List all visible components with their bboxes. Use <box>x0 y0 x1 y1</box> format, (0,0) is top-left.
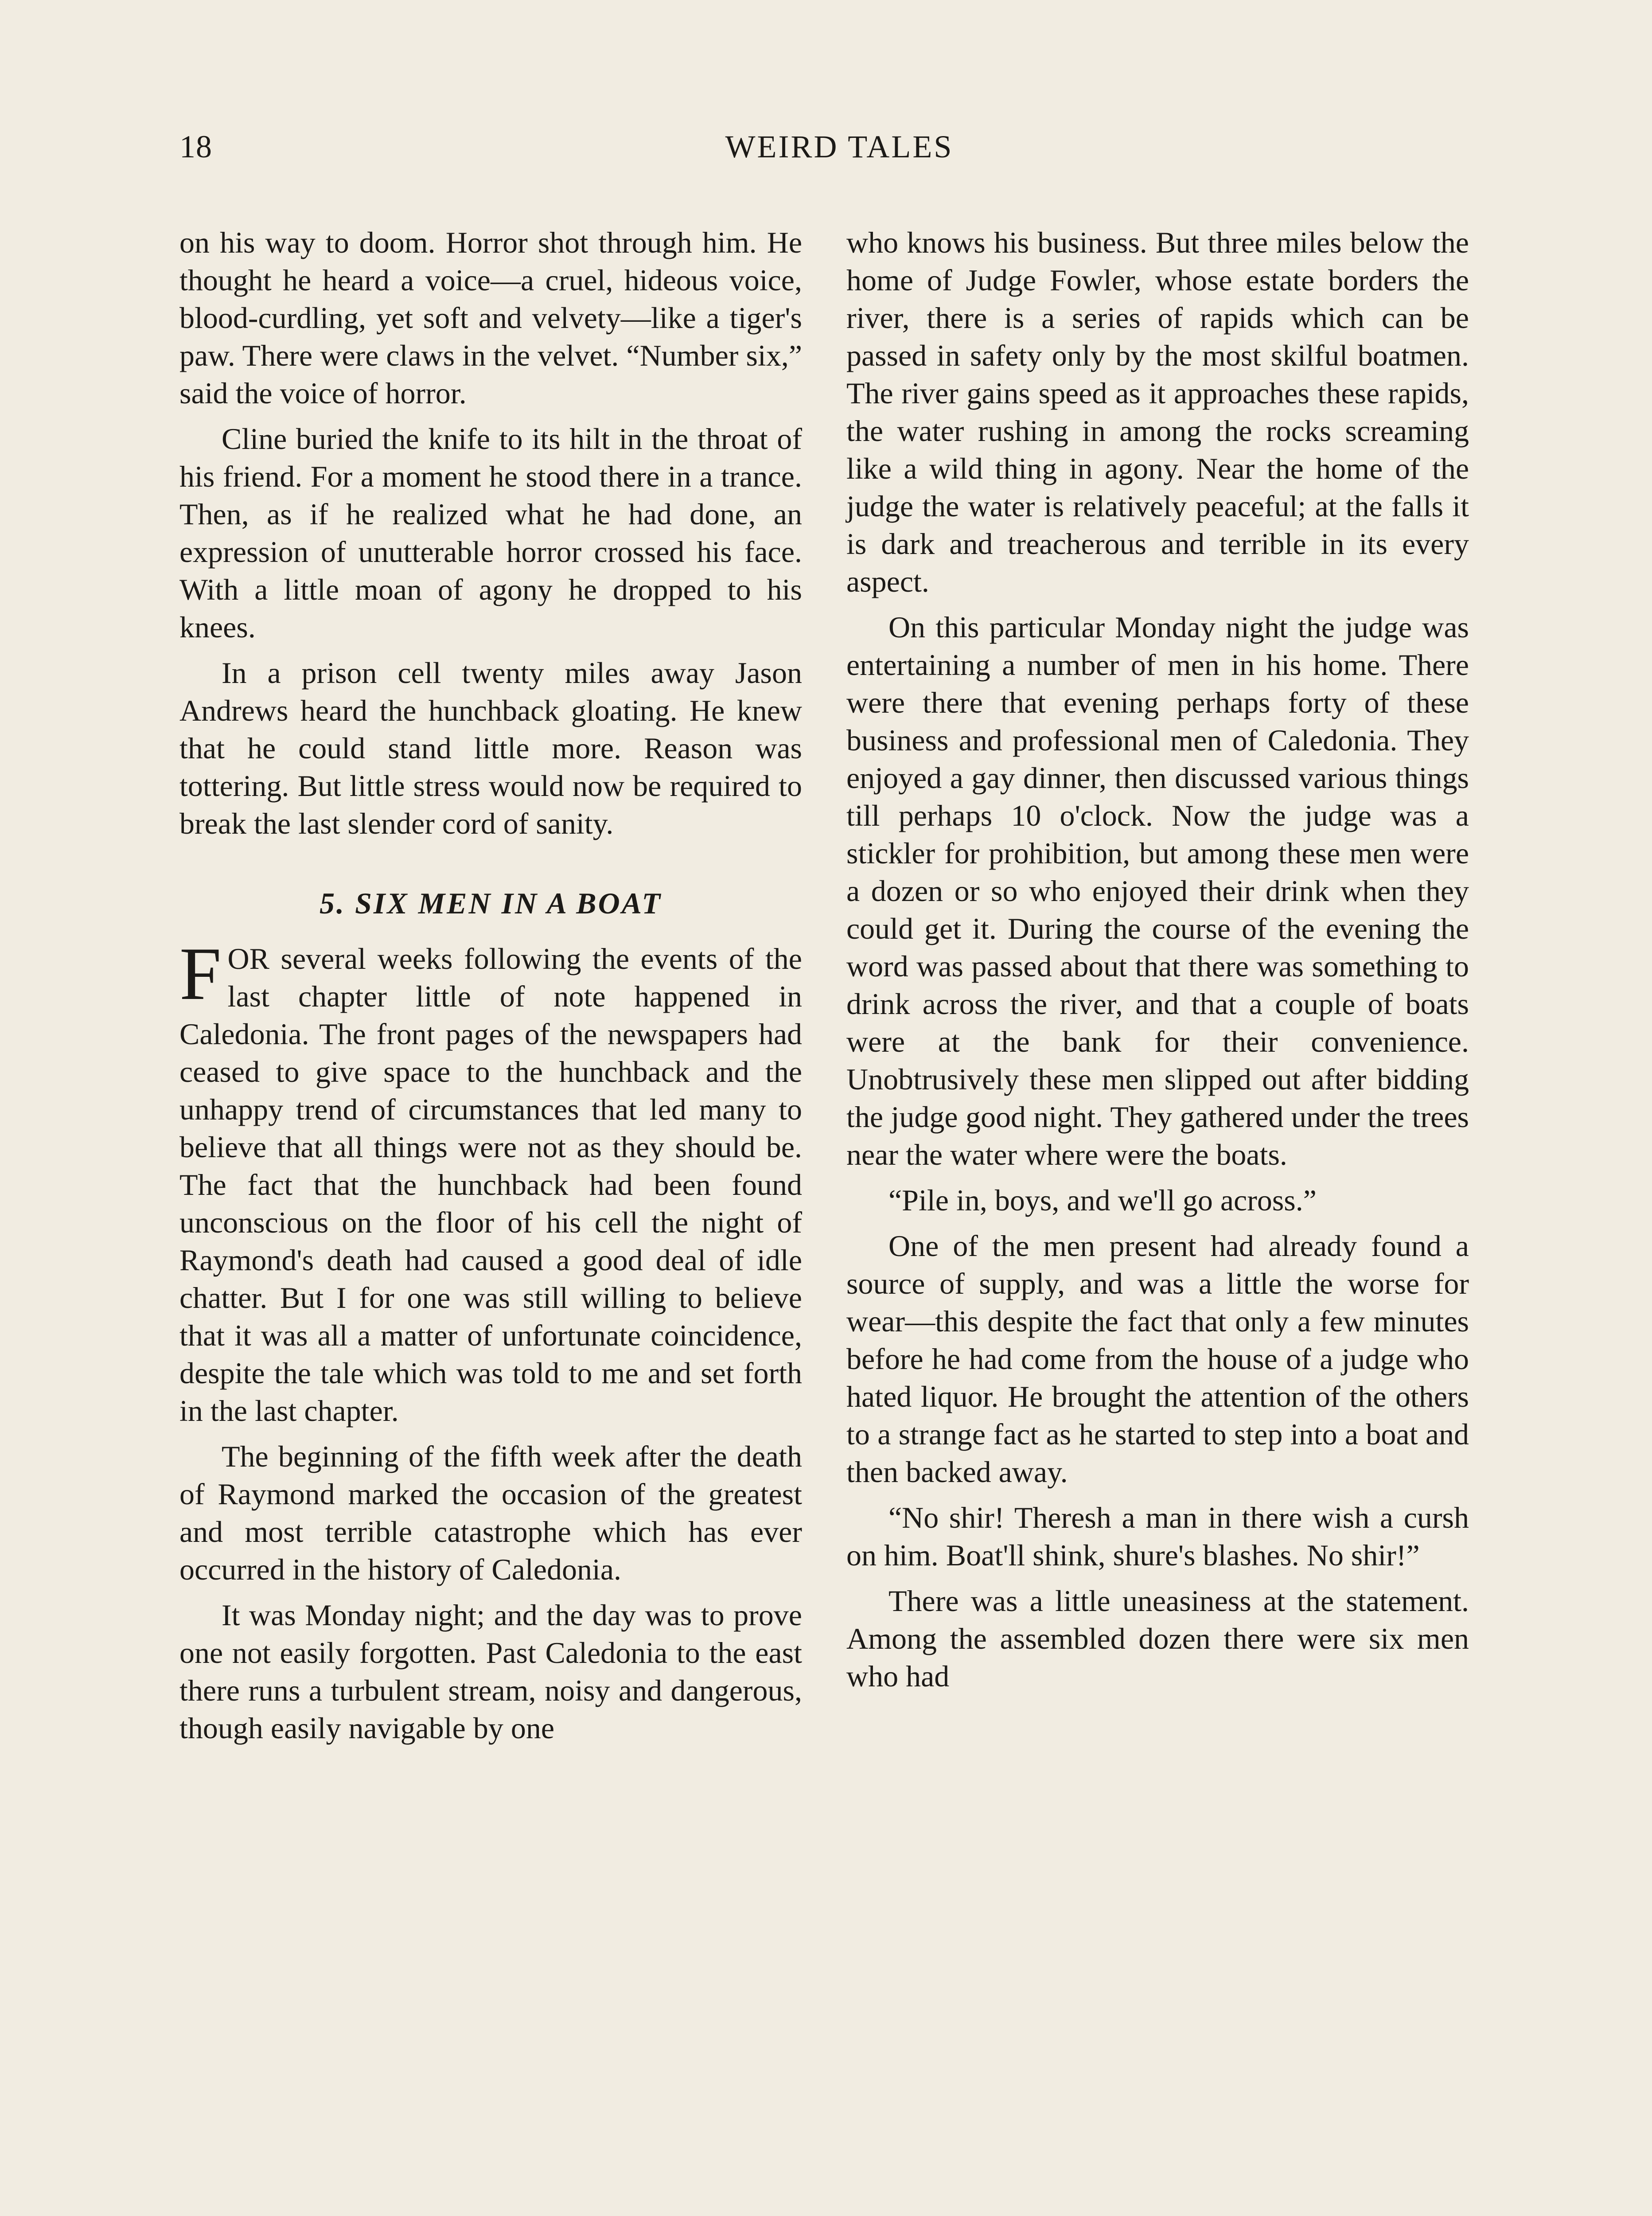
paragraph: who knows his business. But three miles below the home of Judge Fowler, whose estate borders the river, there is a series of rapids which can be passed in safety only by the most skilful boatmen. The river gains speed as it approaches these rapids, the water rushing in among the rocks screaming like a wild thing in agony. Near the home of the judge the water is relatively peaceful; at the falls it is dark and treacherous and terrible in its every aspect. <box>846 226 1469 598</box>
page-number: 18 <box>179 129 212 164</box>
opening-paragraph-text: OR several weeks following the events of the last chapter little of note happened in Caledonia. The front pages of the newspapers had ceased to give space to the hunchback and the unhappy trend of circumstances that led many to believe that all things were not as they should be. The fact that the hunchback had been found unconscious on the floor of his cell the night of Raymond's death had caused a good deal of idle chatter. But I for one was still willing to believe that it was all a matter of unfortunate coincidence, despite the tale which was told to me and set forth in the last chapter. <box>179 942 802 1428</box>
paragraph: There was a little uneasiness at the statement. Among the assembled dozen there were six men who had <box>846 1584 1469 1693</box>
paragraph: In a prison cell twenty miles away Jason Andrews heard the hunchback gloating. He knew that he could stand little more. Reason was tottering. But little stress would now be required to break the last slender cord of sanity. <box>179 656 802 840</box>
section-heading: 5. SIX MEN IN A BOAT <box>319 886 662 920</box>
left-column <box>179 224 802 1755</box>
running-head: WEIRD TALES <box>725 129 954 164</box>
opening-paragraph <box>179 932 802 1430</box>
paragraph: “Pile in, boys, and we'll go across.” <box>888 1183 1317 1217</box>
paragraph: On this particular Monday night the judge was entertaining a number of men in his home. There were there that evening perhaps forty of these business and professional men of Caledonia. They enjoyed a gay dinner, then discussed various things till perhaps 10 o'clock. Now the judge was a stickler for prohibition, but among these men were a dozen or so who enjoyed their drink when they could get it. During the course of the evening the word was passed about that there was something to drink across the river, and that a couple of boats were at the bank for their convenience. Unobtrusively these men slipped out after bidding the judge good night. They gathered under the trees near the water where were the boats. <box>846 610 1469 1171</box>
paragraph: “No shir! Theresh a man in there wish a cursh on him. Boat'll shink, shure's blashes. No shir!” <box>846 1501 1469 1572</box>
drop-cap: F <box>179 932 222 1015</box>
paragraph: One of the men present had already found a source of supply, and was a little the worse for wear—this despite the fact that only a few minutes before he had come from the house of a judge who hated liquor. He brought the attention of the others to a strange fact as he started to step into a boat and then backed away. <box>846 1229 1469 1489</box>
right-column <box>846 224 1469 1703</box>
paragraph: It was Monday night; and the day was to prove one not easily forgotten. Past Caledonia to the east there runs a turbulent stream, noisy and dangerous, though easily navigable by one <box>179 1598 802 1745</box>
paragraph: The beginning of the fifth week after the death of Raymond marked the occasion of the greatest and most terrible catastrophe which has ever occurred in the history of Caledonia. <box>179 1440 802 1586</box>
paragraph: on his way to doom. Horror shot through him. He thought he heard a voice—a cruel, hideous voice, blood-curdling, yet soft and velvety—like a tiger's paw. There were claws in the velvet. “Number six,” said the voice of horror. <box>179 226 802 410</box>
paragraph: Cline buried the knife to its hilt in the throat of his friend. For a moment he stood there in a trance. Then, as if he realized what he had done, an expression of unutterable horror crossed his face. With a little moan of agony he dropped to his knees. <box>179 422 802 644</box>
